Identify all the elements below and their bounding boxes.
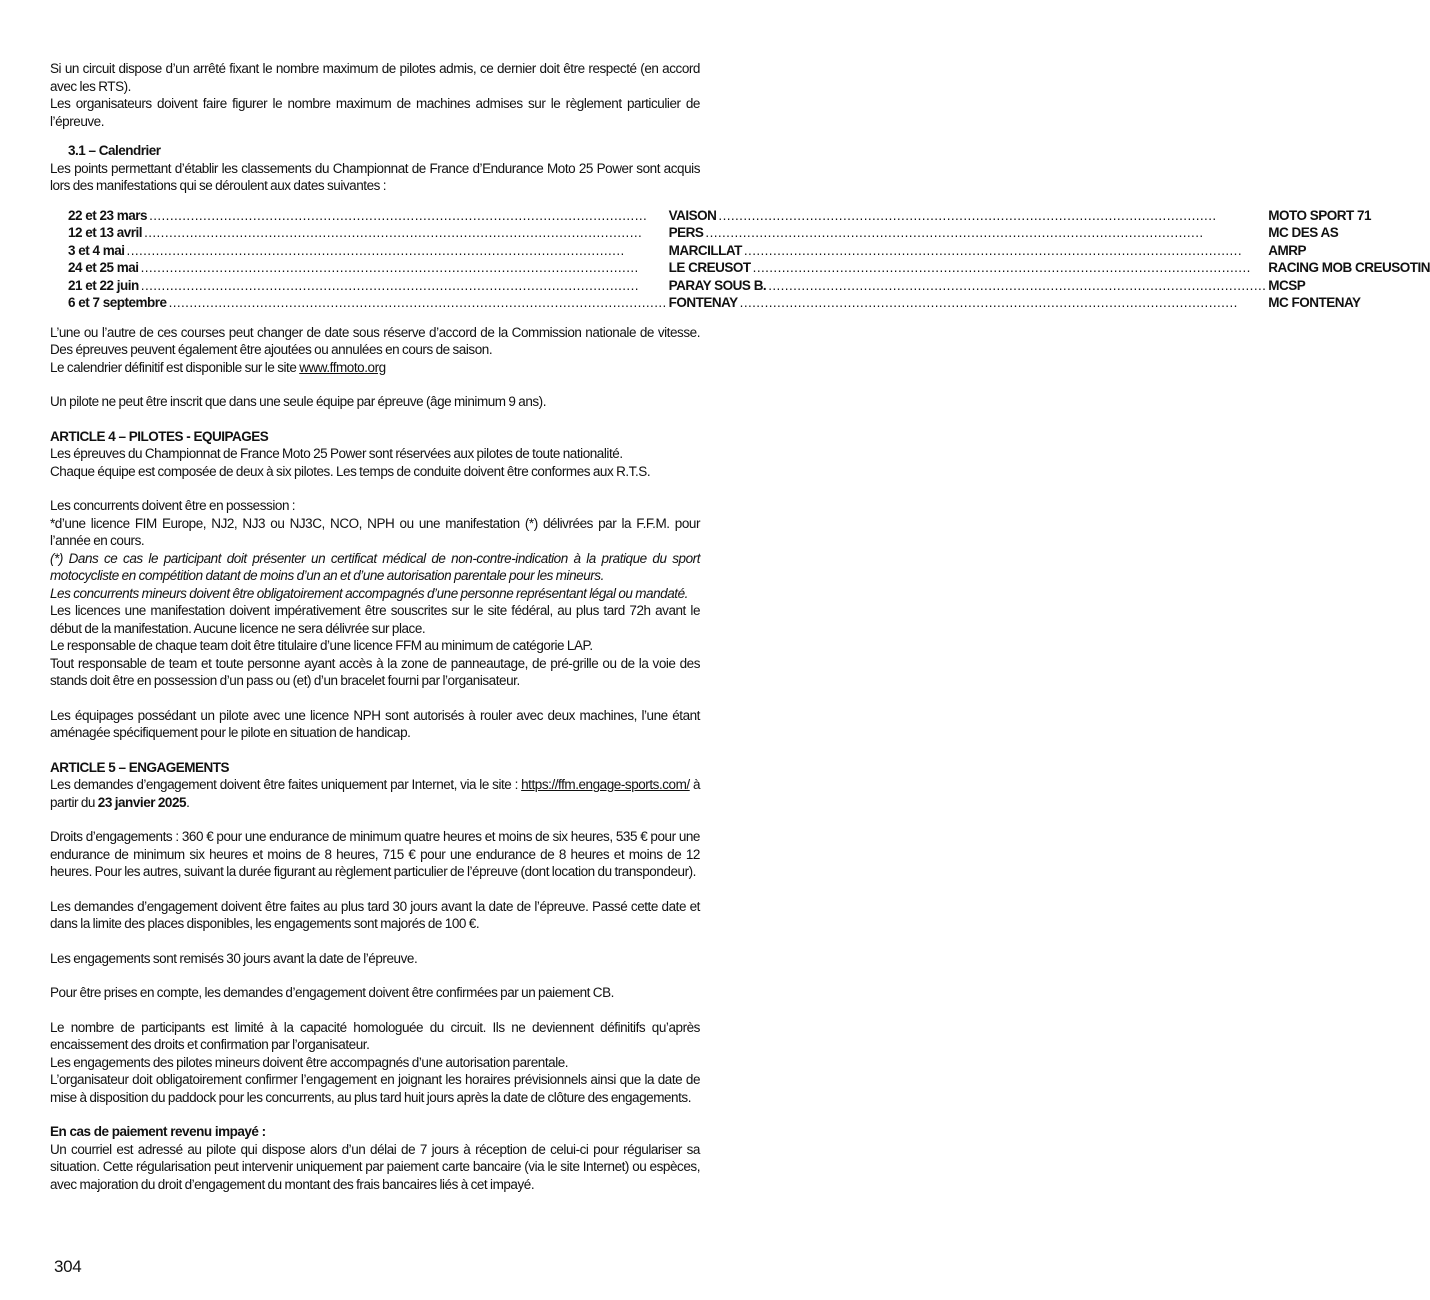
article-5-heading: ARTICLE 5 – ENGAGEMENTS: [50, 759, 230, 775]
dot-leader: ........................................................................................................................: [752, 260, 1251, 275]
unpaid-paragraph: Un courriel est adressé au pilote qui dispose alors d’un délai de 7 jours à réception de celui-ci pour régulariser sa situation. Cette régularisation peut intervenir uniquement par paiement carte bancaire (via le site Internet) ou espèces, avec majoration du droit d’engagement du montant des frais bancaires liés à cet impayé.: [50, 1141, 700, 1192]
article-5-paragraph-1: [50, 776, 700, 811]
calendar-place: PERS: [668, 225, 704, 240]
calendar-date: 12 et 13 avril: [68, 225, 143, 240]
article-4-paragraph-1: Les épreuves du Championnat de France Moto 25 Power sont réservées aux pilotes de toute nationalité.: [50, 446, 623, 461]
dot-leader: ........................................................................................................................: [718, 207, 1217, 223]
ffmoto-link[interactable]: www.ffmoto.org: [299, 359, 386, 375]
calendar-club: AMRP: [1268, 242, 1307, 258]
article-4-heading: ARTICLE 4 – PILOTES - EQUIPAGES: [50, 428, 269, 444]
calendar-place: FONTENAY: [668, 295, 738, 310]
article-4-paragraph-3: Les concurrents doivent être en possession :: [50, 498, 296, 513]
dot-leader: ........................................................................................................................: [768, 277, 1267, 293]
calendar-date: 3 et 4 mai: [68, 242, 125, 258]
calendar-club: MC DES AS: [1268, 225, 1339, 240]
calendar-row: [68, 207, 1430, 225]
calendar-heading: 3.1 – Calendrier: [68, 143, 161, 158]
article-5-paragraph-4: Les engagements sont remisés 30 jours avant la date de l’épreuve.: [50, 950, 418, 966]
article-5-paragraph-6: Le nombre de participants est limité à la capacité homologuée du circuit. Ils ne deviennent définitifs qu’après encaissement des droits et confirmation par l’organisateur.: [50, 1019, 700, 1052]
dot-leader: ........................................................................................................................: [140, 260, 639, 275]
article-5-paragraph-7: Les engagements des pilotes mineurs doivent être accompagnés d’une autorisation parentale.: [50, 1054, 569, 1070]
dot-leader: ........................................................................................................................: [168, 295, 667, 310]
calendar-club: RACING MOB CREUSOTIN: [1268, 260, 1430, 275]
article-4-paragraph-8: Le responsable de chaque team doit être titulaire d’une licence FFM au minimum de catégorie LAP.: [50, 638, 593, 653]
calendar-row: [68, 259, 1430, 277]
article-4-paragraph-10: Les équipages possédant un pilote avec une licence NPH sont autorisés à rouler avec deux machines, l’une étant aménagée spécifiquement pour le pilote en situation de handicap.: [50, 707, 700, 740]
intro-paragraph-2: Les organisateurs doivent faire figurer le nombre maximum de machines admises sur le règlement particulier de l’épreuve.: [50, 96, 700, 129]
calendar-date: 21 et 22 juin: [68, 277, 139, 293]
page-number: 304: [54, 1257, 82, 1276]
dot-leader: ........................................................................................................................: [144, 225, 643, 240]
calendar-place: PARAY SOUS B.: [668, 277, 767, 293]
calendar-note-2: [50, 359, 700, 377]
article-4-paragraph-5: (*) Dans ce cas le participant doit présenter un certificat médical de non-contre-indication à la pratique du sport motocycliste en compétition datant de moins d’un an et d’une autorisation parentale pour les mineurs.: [50, 550, 700, 583]
article-5-paragraph-8: L’organisateur doit obligatoirement confirmer l’engagement en joignant les horaires prévisionnels ainsi que la date de mise à disposition du paddock pour les concurrents, au plus tard huit jours après la date de clôture des engagements.: [50, 1072, 700, 1105]
calendar-note-3: Un pilote ne peut être inscrit que dans une seule équipe par épreuve (âge minimum 9 ans).: [50, 394, 547, 409]
article-5-p1-prefix: Les demandes d’engagement doivent être faites uniquement par Internet, via le site :: [50, 777, 522, 792]
article-4-paragraph-9: Tout responsable de team et toute personne ayant accès à la zone de panneautage, de pré-grille ou de la voie des stands doit être en possession d’un pass ou (et) d’un bracelet fourni par l’organisateur.: [50, 655, 700, 688]
calendar-date: 6 et 7 septembre: [68, 295, 167, 310]
calendar-table: [68, 207, 1430, 312]
article-5-p1-date: 23 janvier 2025: [97, 794, 187, 810]
calendar-row: [68, 242, 1430, 260]
calendar-intro: Les points permettant d’établir les classements du Championnat de France d’Endurance Moto 25 Power sont acquis lors des manifestations qui se déroulent aux dates suivantes :: [50, 160, 700, 193]
calendar-club: MCSP: [1268, 277, 1306, 293]
calendar-row: [68, 277, 1430, 295]
article-4-paragraph-6: Les concurrents mineurs doivent être obligatoirement accompagnés d’une personne représentant légal ou mandaté.: [50, 585, 688, 601]
calendar-place: MARCILLAT: [668, 242, 742, 258]
article-5-p1-mid: à partir du: [50, 777, 701, 810]
calendar-note-2-prefix: Le calendrier définitif est disponible sur le site: [50, 359, 300, 375]
calendar-club: MOTO SPORT 71: [1268, 207, 1372, 223]
calendar-date: 22 et 23 mars: [68, 207, 148, 223]
article-4-paragraph-4: *d’une licence FIM Europe, NJ2, NJ3 ou NJ3C, NCO, NPH ou une manifestation (*) délivrées par la F.F.M. pour l’année en cours.: [50, 515, 700, 548]
article-5-paragraph-3: Les demandes d’engagement doivent être faites au plus tard 30 jours avant la date de l’épreuve. Passé cette date et dans la limite des places disponibles, les engagements sont majorés de 100 €.: [50, 898, 700, 931]
calendar-date: 24 et 25 mai: [68, 260, 139, 275]
calendar-row: [68, 294, 1430, 312]
dot-leader: ........................................................................................................................: [149, 207, 648, 223]
calendar-row: [68, 224, 1430, 242]
article-5-p1-end: .: [186, 794, 190, 810]
article-4-paragraph-7: Les licences une manifestation doivent impérativement être souscrites sur le site fédéral, au plus tard 72h avant le début de la manifestation. Aucune licence ne sera délivrée sur place.: [50, 603, 700, 636]
dot-leader: ........................................................................................................................: [743, 242, 1242, 258]
calendar-place: VAISON: [668, 207, 717, 223]
calendar-note-1: L’une ou l’autre de ces courses peut changer de date sous réserve d’accord de la Commission nationale de vitesse. Des épreuves peuvent également être ajoutées ou annulées en cours de saison.: [50, 324, 700, 357]
unpaid-heading: En cas de paiement revenu impayé :: [50, 1124, 266, 1139]
engage-sports-link[interactable]: https://ffm.engage-sports.com/: [521, 777, 690, 792]
article-4-paragraph-2: Chaque équipe est composée de deux à six pilotes. Les temps de conduite doivent être conformes aux R.T.S.: [50, 463, 651, 479]
article-5-paragraph-5: Pour être prises en compte, les demandes d’engagement doivent être confirmées par un paiement CB.: [50, 985, 614, 1000]
dot-leader: ........................................................................................................................: [140, 277, 639, 293]
article-5-paragraph-2: Droits d’engagements : 360 € pour une endurance de minimum quatre heures et moins de six heures, 535 € pour une endurance de minimum six heures et moins de 8 heures, 715 € pour une endurance de 8 heures et moins de 12 heures. Pour les autres, suivant la durée figurant au règlement particulier de l’épreuve (dont location du transpondeur).: [50, 829, 700, 879]
dot-leader: ........................................................................................................................: [705, 225, 1204, 240]
calendar-place: LE CREUSOT: [668, 260, 751, 275]
dot-leader: ........................................................................................................................: [126, 242, 625, 258]
intro-paragraph-1: Si un circuit dispose d’un arrêté fixant le nombre maximum de pilotes admis, ce dernier doit être respecté (en accord avec les RTS).: [50, 61, 700, 94]
calendar-club: MC FONTENAY: [1268, 295, 1361, 310]
dot-leader: ........................................................................................................................: [739, 295, 1238, 310]
